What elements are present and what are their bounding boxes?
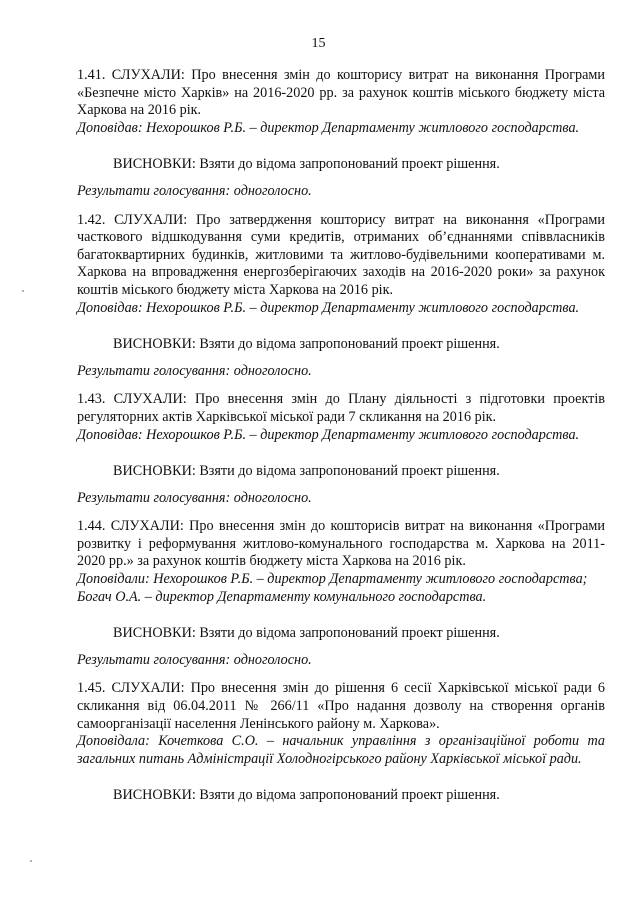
conclusion-text: ВИСНОВКИ: Взяти до відома запропонований проект рішення. bbox=[113, 336, 500, 353]
speaker-text: Доповідали: Нехорошков Р.Б. – директор Департаменту житлового господарства; bbox=[77, 571, 588, 588]
heard-text: 1.45. СЛУХАЛИ: Про внесення змін до рішення 6 сесії Харківської міської ради 6 скликання від 06.04.2011 № 266/11 «Про надання дозволу на створення органів самоорганізації населення Ленінського району м. Харкова». bbox=[77, 680, 605, 732]
vote-result: Результати голосування: одноголосно. bbox=[77, 489, 312, 506]
speaker-text: Доповідала: Кочеткова С.О. – начальник управління з організаційної роботи та загальних питань Адміністрації Холодногірського району Харківської міської ради. bbox=[77, 733, 605, 767]
speaker-text: Доповідав: Нехорошков Р.Б. – директор Департаменту житлового господарства. bbox=[77, 119, 580, 136]
agenda-item-1-43 bbox=[77, 391, 605, 507]
conclusion-text: ВИСНОВКИ: Взяти до відома запропонований проект рішення. bbox=[113, 156, 500, 173]
scan-speck bbox=[22, 290, 24, 292]
agenda-item-1-42 bbox=[77, 212, 605, 381]
heard-text: 1.41. СЛУХАЛИ: Про внесення змін до кошторису витрат на виконання Програми «Безпечне місто Харків» на 2016-2020 рр. за рахунок коштів міського бюджету міста Харкова на 2016 рік. bbox=[77, 67, 605, 119]
vote-result: Результати голосування: одноголосно. bbox=[77, 362, 312, 379]
speaker-text: Доповідав: Нехорошков Р.Б. – директор Департаменту житлового господарства. bbox=[77, 299, 580, 316]
scan-speck bbox=[30, 860, 32, 862]
agenda-item-1-44 bbox=[77, 518, 605, 669]
speaker-text: Богач О.А. – директор Департаменту комунального господарства. bbox=[77, 588, 487, 605]
protocol-body bbox=[77, 67, 605, 805]
speaker-text: Доповідав: Нехорошков Р.Б. – директор Департаменту житлового господарства. bbox=[77, 426, 580, 443]
agenda-item-1-41 bbox=[77, 67, 605, 201]
vote-result: Результати голосування: одноголосно. bbox=[77, 182, 312, 199]
heard-text: 1.42. СЛУХАЛИ: Про затвердження кошторису витрат на виконання «Програми часткового відшкодування суми кредитів, отриманих об’єднаннями співвласників багатоквартирних будинків, житловими та житлово-будівельними кооперативами м. Харкова на впровадження енергозберігаючих заходів на 2016-2020 роки» за рахунок коштів міського бюджету міста Харкова на 2016 рік. bbox=[77, 211, 605, 298]
page-number: 15 bbox=[311, 36, 326, 51]
agenda-item-1-45 bbox=[77, 680, 605, 805]
heard-text: 1.43. СЛУХАЛИ: Про внесення змін до Плану діяльності з підготовки проектів регуляторних актів Харківської міської ради 7 скликання на 2016 рік. bbox=[77, 391, 605, 425]
conclusion-text: ВИСНОВКИ: Взяти до відома запропонований проект рішення. bbox=[113, 463, 500, 480]
vote-result: Результати голосування: одноголосно. bbox=[77, 651, 312, 668]
conclusion-text: ВИСНОВКИ: Взяти до відома запропонований проект рішення. bbox=[113, 625, 500, 642]
heard-text: 1.44. СЛУХАЛИ: Про внесення змін до кошторисів витрат на виконання «Програми розвитку і реформування житлово-комунального господарства м. Харкова на 2011-2020 рр.» за рахунок коштів бюджету міста Харкова на 2016 рік. bbox=[77, 518, 605, 570]
conclusion-text: ВИСНОВКИ: Взяти до відома запропонований проект рішення. bbox=[113, 787, 500, 804]
